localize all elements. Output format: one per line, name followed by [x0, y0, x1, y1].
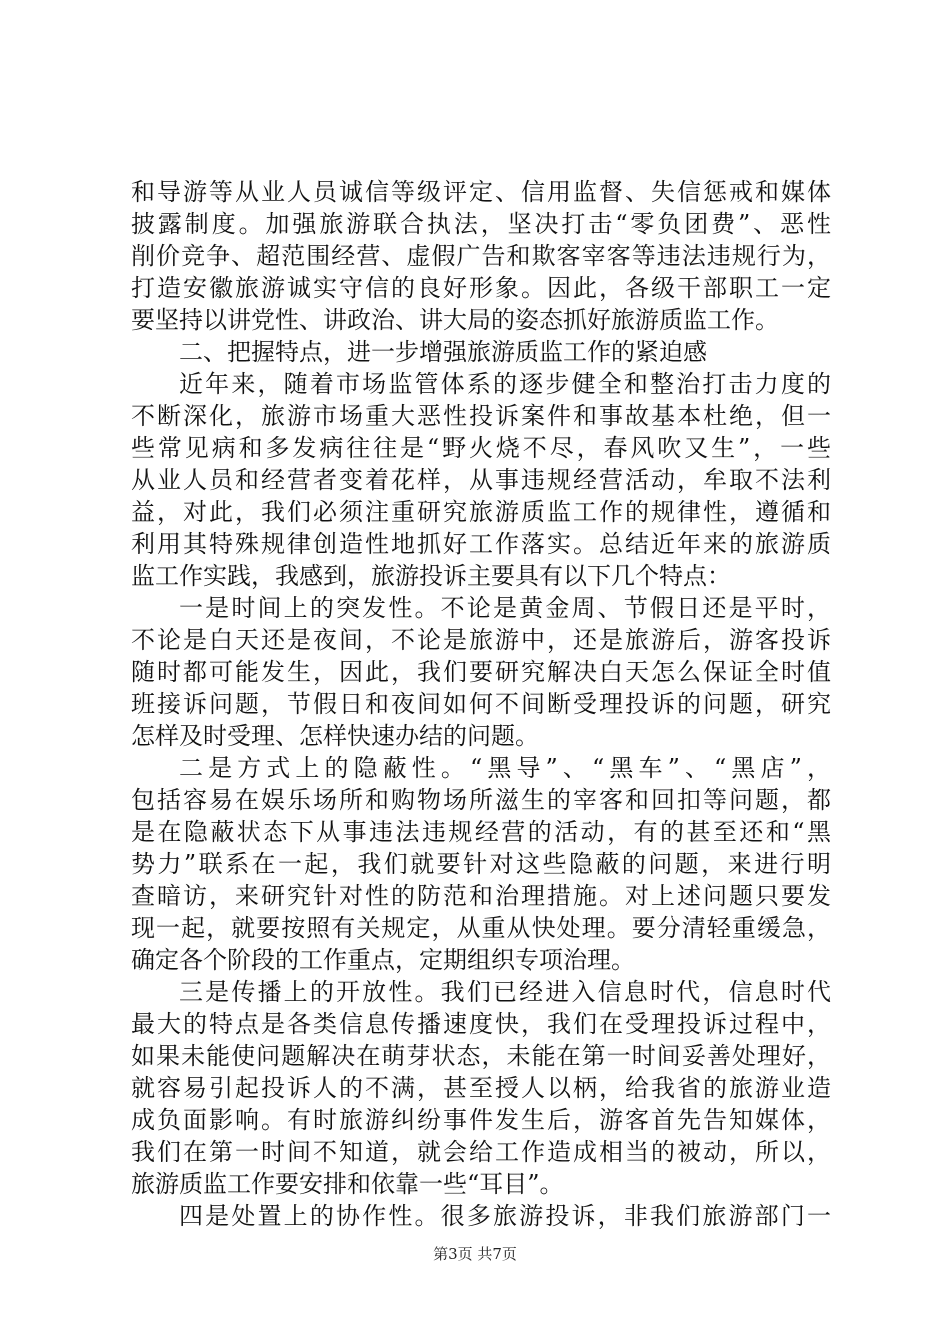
text-line: 不断深化，旅游市场重大恶性投诉案件和事故基本杜绝，但一 [131, 402, 831, 430]
text-line: 披露制度。加强旅游联合执法，坚决打击“零负团费”、恶性 [131, 210, 831, 238]
section-heading: 二、把握特点，进一步增强旅游质监工作的紧迫感 [179, 338, 707, 366]
text-line: 查暗访，来研究针对性的防范和治理措施。对上述问题只要发 [131, 882, 831, 910]
text-line: 四是处置上的协作性。很多旅游投诉，非我们旅游部门一 [179, 1202, 831, 1230]
text-line: 班接诉问题，节假日和夜间如何不间断受理投诉的问题，研究 [131, 690, 831, 718]
text-line: 势力”联系在一起，我们就要针对这些隐蔽的问题，来进行明 [131, 850, 831, 878]
text-line: 二是方式上的隐蔽性。“黑导”、“黑车”、“黑店”， [179, 754, 831, 782]
text-line: 怎样及时受理、怎样快速办结的问题。 [131, 722, 539, 750]
text-line: 三是传播上的开放性。我们已经进入信息时代，信息时代 [179, 978, 831, 1006]
text-line: 随时都可能发生，因此，我们要研究解决白天怎么保证全时值 [131, 658, 831, 686]
text-line: 确定各个阶段的工作重点，定期组织专项治理。 [131, 946, 635, 974]
text-line: 就容易引起投诉人的不满，甚至授人以柄，给我省的旅游业造 [131, 1074, 831, 1102]
page-number: 第3页 共7页 [433, 1245, 517, 1263]
text-line: 近年来，随着市场监管体系的逐步健全和整治打击力度的 [179, 370, 831, 398]
text-line: 打造安徽旅游诚实守信的良好形象。因此，各级干部职工一定 [131, 274, 831, 302]
text-line: 和导游等从业人员诚信等级评定、信用监督、失信惩戒和媒体 [131, 178, 831, 206]
text-line: 如果未能使问题解决在萌芽状态，未能在第一时间妥善处理好， [131, 1042, 831, 1070]
text-line: 成负面影响。有时旅游纠纷事件发生后，游客首先告知媒体， [131, 1106, 831, 1134]
text-line: 旅游质监工作要安排和依靠一些“耳目”。 [131, 1170, 564, 1198]
text-line: 不论是白天还是夜间，不论是旅游中，还是旅游后，游客投诉 [131, 626, 831, 654]
text-line: 我们在第一时间不知道，就会给工作造成相当的被动，所以， [131, 1138, 831, 1166]
text-line: 要坚持以讲党性、讲政治、讲大局的姿态抓好旅游质监工作。 [131, 306, 779, 334]
text-line: 些常见病和多发病往往是“野火烧不尽，春风吹又生”，一些 [131, 434, 831, 462]
text-line: 是在隐蔽状态下从事违法违规经营的活动，有的甚至还和“黑 [131, 818, 831, 846]
text-line: 削价竞争、超范围经营、虚假广告和欺客宰客等违法违规行为， [131, 242, 831, 270]
document-body [131, 176, 831, 1232]
text-line: 最大的特点是各类信息传播速度快，我们在受理投诉过程中， [131, 1010, 831, 1038]
text-line: 利用其特殊规律创造性地抓好工作落实。总结近年来的旅游质 [131, 530, 831, 558]
text-line: 现一起，就要按照有关规定，从重从快处理。要分清轻重缓急， [131, 914, 831, 942]
text-line: 一是时间上的突发性。不论是黄金周、节假日还是平时， [179, 594, 831, 622]
text-line: 从业人员和经营者变着花样，从事违规经营活动，牟取不法利 [131, 466, 831, 494]
text-line: 益，对此，我们必须注重研究旅游质监工作的规律性，遵循和 [131, 498, 831, 526]
text-line: 监工作实践，我感到，旅游投诉主要具有以下几个特点： [131, 562, 731, 590]
text-line: 包括容易在娱乐场所和购物场所滋生的宰客和回扣等问题，都 [131, 786, 831, 814]
